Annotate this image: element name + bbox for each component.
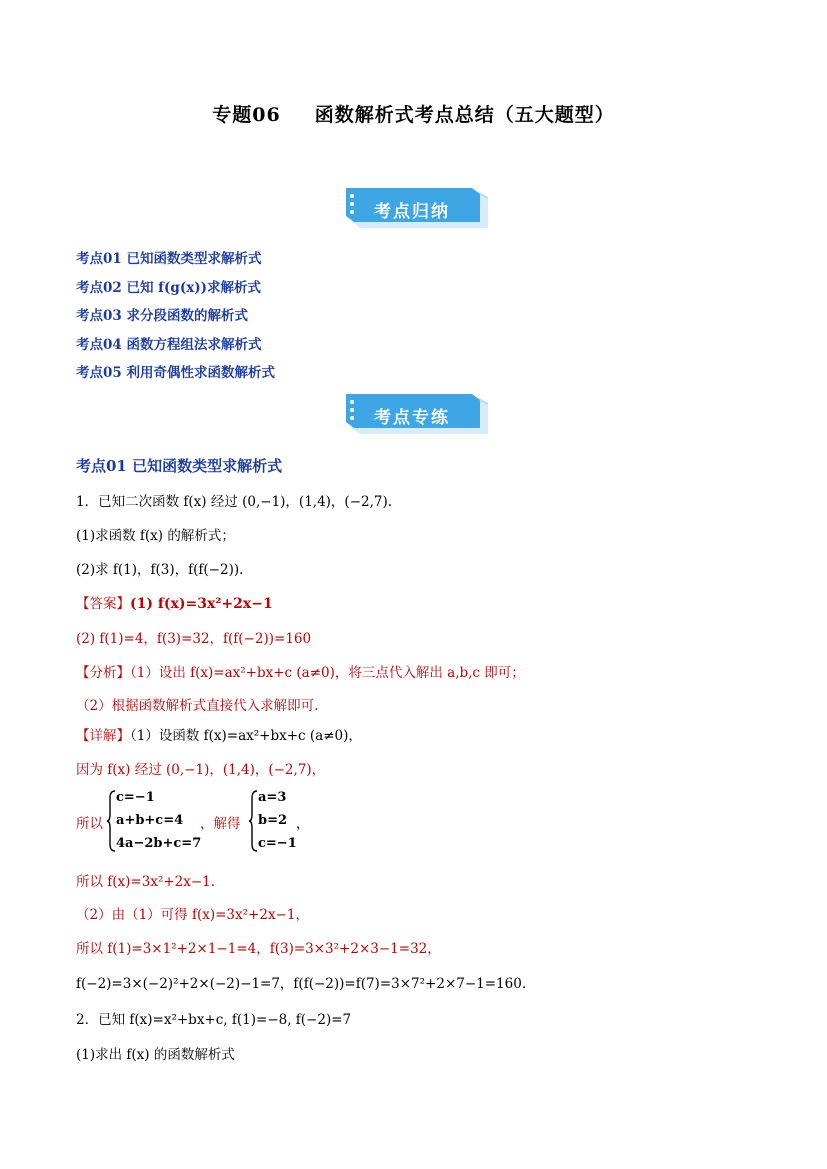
detail-line3: 所以 f(x)=3x²+2x−1. [76, 874, 216, 890]
answer-line1 [76, 592, 273, 612]
equation-system [76, 788, 476, 854]
banner-practice-label: 考点专练 [374, 408, 450, 428]
page-title [0, 100, 827, 127]
system-mid: ，解得 [200, 816, 241, 832]
system-prefix: 所以 [76, 816, 103, 832]
detail-line6: f(−2)=3×(−2)²+2×(−2)−1=7，f(f(−2))=f(7)=3×7²+2×7−1=160. [76, 976, 527, 992]
system-eq-3: 4a−2b+c=7 [116, 836, 202, 851]
title-prefix: 专题06 [212, 104, 281, 126]
analysis-label: 【分析】 [76, 665, 130, 681]
analysis-line1 [76, 661, 525, 681]
detail-line1 [76, 724, 362, 744]
system-eq-2: a+b+c=4 [116, 813, 184, 828]
problem1-stem: 1．已知二次函数 f(x) 经过 (0,−1)，(1,4)，(−2,7). [76, 494, 393, 510]
problem2-stem: 2．已知 f(x)=x²+bx+c, f(1)=−8, f(−2)=7 [76, 1012, 352, 1028]
toc-item-4: 考点04 函数方程组法求解析式 [76, 337, 262, 353]
banner-practice [340, 394, 490, 436]
toc-item-2: 考点02 已知 f(g(x))求解析式 [76, 280, 262, 296]
detail-line2: 因为 f(x) 经过 (0,−1)，(1,4)，(−2,7)， [76, 762, 326, 778]
answer-part1: (1) f(x)=3x²+2x−1 [130, 596, 273, 612]
answer-label: 【答案】 [76, 596, 130, 612]
analysis-line2: （2）根据函数解析式直接代入求解即可. [76, 698, 319, 714]
detail-text1: （1）设函数 f(x)=ax²+bx+c (a≠0)， [130, 728, 362, 744]
answer-line2: (2) f(1)=4，f(3)=32，f(f(−2))=160 [76, 631, 312, 647]
section-heading: 考点01 已知函数类型求解析式 [76, 457, 283, 475]
detail-label: 【详解】 [76, 728, 130, 744]
toc-item-5: 考点05 利用奇偶性求函数解析式 [76, 365, 275, 381]
banner-summary-label: 考点归纳 [374, 202, 450, 222]
detail-line4: （2）由（1）可得 f(x)=3x²+2x−1， [76, 907, 309, 923]
detail-line5: 所以 f(1)=3×1²+2×1−1=4，f(3)=3×3²+2×3−1=32， [76, 941, 441, 957]
system-eq-1: c=−1 [116, 790, 155, 805]
title-main: 函数解析式考点总结（五大题型） [314, 104, 615, 126]
system-sol-3: c=−1 [258, 836, 297, 851]
toc-item-3: 考点03 求分段函数的解析式 [76, 308, 248, 324]
toc-item-1: 考点01 已知函数类型求解析式 [76, 251, 262, 267]
problem2-part1: (1)求出 f(x) 的函数解析式 [76, 1047, 235, 1063]
problem1-part1: (1)求函数 f(x) 的解析式； [76, 528, 235, 544]
system-sol-2: b=2 [258, 813, 288, 828]
problem1-part2: (2)求 f(1)，f(3)，f(f(−2)). [76, 562, 244, 578]
system-suffix: ， [296, 816, 310, 832]
left-brace-icon [248, 790, 258, 852]
system-sol-1: a=3 [258, 790, 287, 805]
analysis-text1: （1）设出 f(x)=ax²+bx+c (a≠0)，将三点代入解出 a,b,c 即可； [130, 665, 525, 681]
left-brace-icon [106, 790, 116, 852]
banner-summary [340, 188, 490, 230]
